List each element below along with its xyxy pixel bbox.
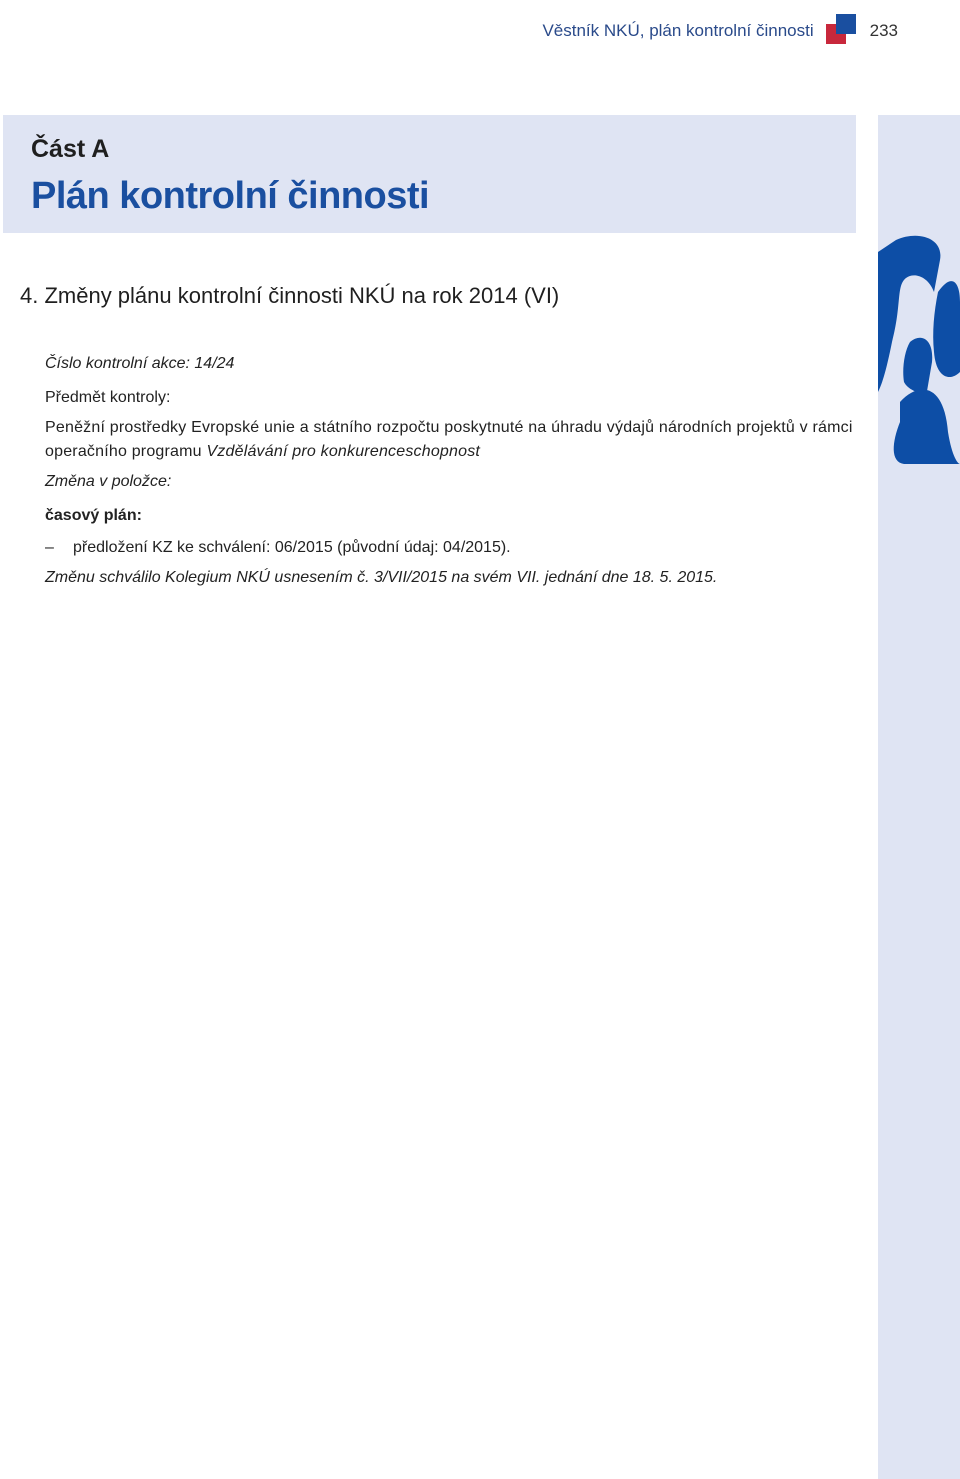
approval-text: Změnu schválilo Kolegium NKÚ usnesením č. 3/VII/2015 na svém VII. jednání dne 18. 5. 2015. [45,569,718,586]
blue-square [836,14,856,34]
change-label: Změna v položce: [45,473,172,490]
subject-label: Předmět kontroly: [45,389,171,406]
page-number: 233 [869,21,898,40]
action-number: Číslo kontrolní akce: 14/24 [45,355,235,372]
nku-squares-logo-icon [826,14,858,48]
part-label: Část A [31,135,110,163]
schedule-item [45,536,860,560]
schedule-item-text: předložení KZ ke schválení: 06/2015 (původní údaj: 04/2015). [73,539,511,556]
running-title: Věstník NKÚ, plán kontrolní činnosti [542,21,814,40]
subject-text [45,416,860,464]
section-heading: 4. Změny plánu kontrolní činnosti NKÚ na rok 2014 (VI) [20,283,560,308]
nku-logo-icon [878,232,960,467]
page-header [542,14,898,48]
bullet-dash: – [45,539,54,556]
part-banner [3,115,856,233]
schedule-label: časový plán: [45,507,142,524]
part-title: Plán kontrolní činnosti [31,175,430,217]
subject-text-main: Peněžní prostředky Evropské unie a státního rozpočtu poskytnuté na úhradu výdajů národních projektů v rámci operačního programu [45,419,853,460]
subject-text-program: Vzdělávání pro konkurenceschopnost [206,443,481,460]
entry-content [45,352,860,590]
